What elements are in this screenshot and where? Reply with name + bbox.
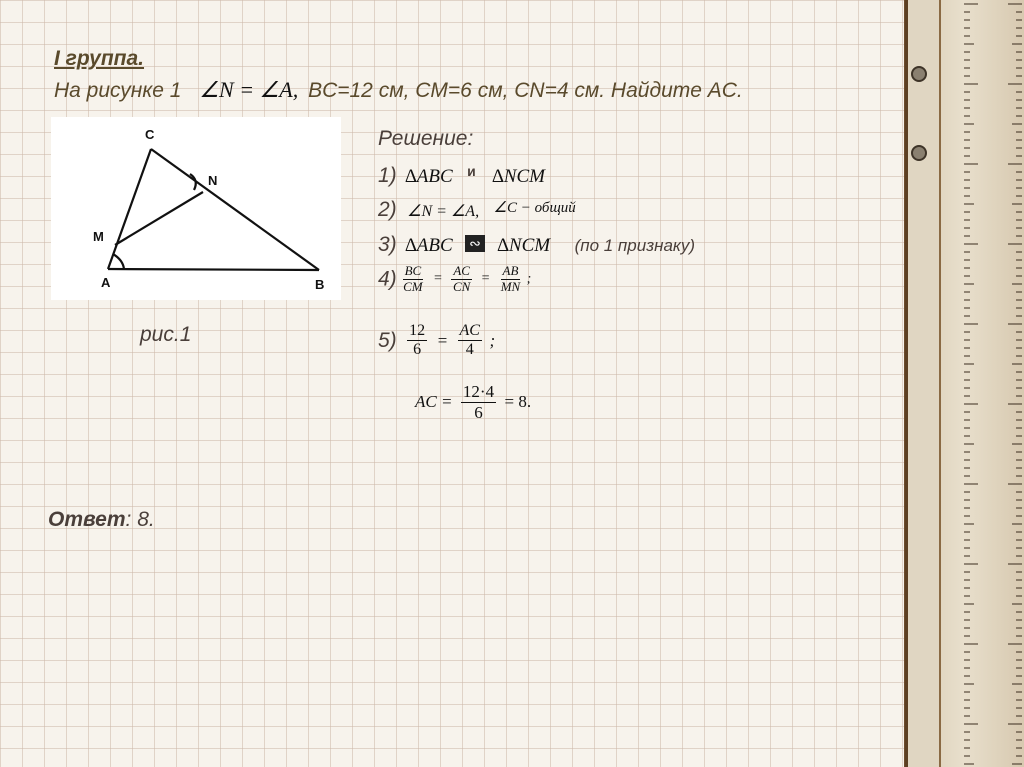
fraction-ac-4: $\frac{AC}{4}$ bbox=[459, 322, 480, 359]
screw-icon bbox=[911, 66, 927, 82]
step-1-number: 1) bbox=[378, 164, 397, 187]
screw-icon bbox=[911, 145, 927, 161]
step-1 bbox=[378, 163, 545, 188]
answer bbox=[48, 508, 155, 532]
side-bc bbox=[151, 149, 319, 270]
step-4: 4) $\frac{BC}{CM}$ = $\frac{AC}{CN}$ = $\frac{AB}{MN}$ ; bbox=[378, 263, 532, 294]
segment-mn bbox=[115, 192, 203, 245]
answer-label: Ответ bbox=[48, 508, 126, 531]
step-2-number: 2) bbox=[378, 198, 397, 221]
step-3-triangle-abc: ∆ABC bbox=[405, 235, 453, 256]
final-computation bbox=[415, 382, 531, 422]
similarity-icon: ∾ bbox=[465, 235, 485, 252]
task-suffix: BC=12 см, CM=6 см, CN=4 см. Найдите AC. bbox=[308, 79, 743, 102]
step-5-number: 5) bbox=[378, 328, 397, 352]
fraction-ab-mn: $\frac{AB}{MN}$ bbox=[500, 263, 521, 294]
vertex-label-m: M bbox=[93, 229, 104, 244]
vertex-label-c: C bbox=[145, 127, 155, 142]
vertex-label-b: B bbox=[315, 277, 325, 292]
step-2-common-angle: ∠C − общий bbox=[493, 200, 576, 216]
vertex-label-n: N bbox=[208, 173, 218, 188]
solution-heading: Решение: bbox=[378, 127, 474, 150]
task-condition: ∠N = ∠A, bbox=[199, 77, 299, 102]
triangle-diagram bbox=[51, 117, 341, 300]
step-2 bbox=[378, 198, 576, 222]
step-4-number: 4) bbox=[378, 267, 397, 291]
ruler-ticks bbox=[904, 0, 1024, 767]
triangle-figure bbox=[51, 117, 341, 300]
side-ab bbox=[108, 269, 319, 270]
task-statement bbox=[54, 77, 743, 103]
fraction-ac-cn: $\frac{AC}{CN}$ bbox=[453, 263, 471, 294]
fraction-bc-cm: $\frac{BC}{CM}$ bbox=[403, 263, 423, 294]
fraction-12-6: $\frac{12}{6}$ bbox=[409, 322, 426, 359]
step-1-triangle-abc: ∆ABC bbox=[405, 166, 453, 187]
step-3 bbox=[378, 233, 695, 257]
step-5: 5) $\frac{12}{6}$ = $\frac{AC}{4}$ ; bbox=[378, 322, 496, 359]
step-1-conjunction: и bbox=[467, 163, 476, 179]
step-3-number: 3) bbox=[378, 233, 397, 256]
angle-a-arc bbox=[113, 254, 124, 269]
side-ac bbox=[108, 149, 151, 269]
vertex-label-a: A bbox=[101, 275, 111, 290]
step-2-angle-equality: ∠N = ∠A, bbox=[407, 203, 480, 220]
step-3-triangle-ncm: ∆NCM bbox=[497, 235, 551, 256]
step-1-triangle-ncm: ∆NCM bbox=[492, 166, 545, 187]
group-title: I группа. bbox=[54, 47, 145, 70]
fraction-12x4-6: $\frac{12\cdot 4}{6}$ bbox=[462, 382, 495, 422]
task-prefix: На рисунке 1 bbox=[54, 79, 182, 102]
final-rhs: = 8. bbox=[504, 392, 532, 412]
step-3-criterion-note: (по 1 признаку) bbox=[574, 236, 696, 255]
answer-value: : 8. bbox=[125, 508, 155, 531]
final-lhs: AC = bbox=[415, 392, 453, 412]
figure-caption: рис.1 bbox=[140, 323, 192, 346]
